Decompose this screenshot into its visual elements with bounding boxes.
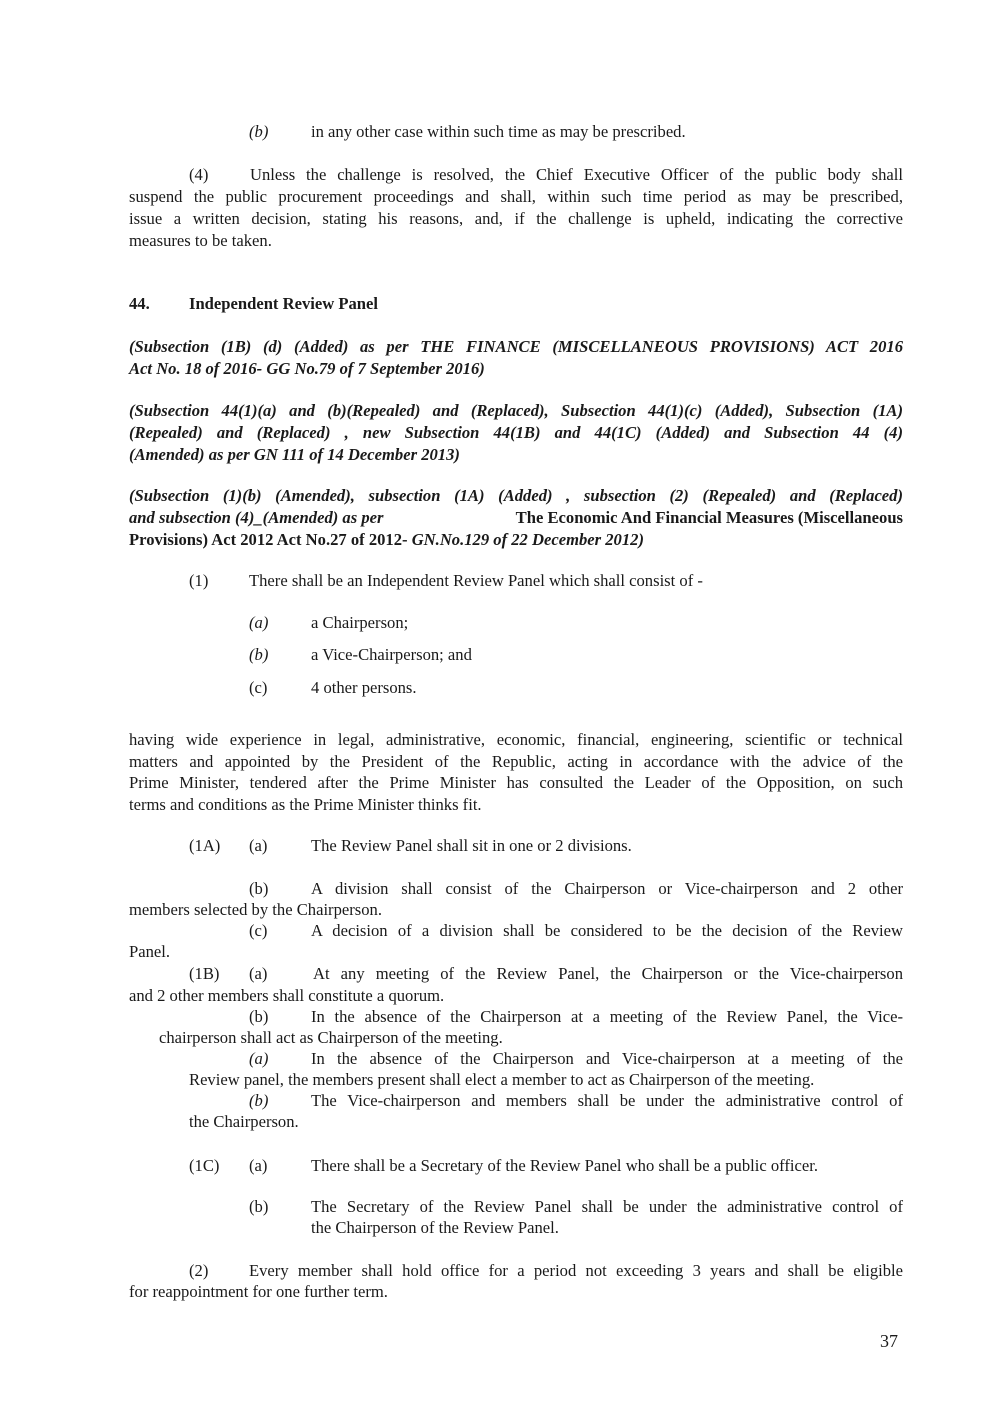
item-label: (b) [249,1007,269,1026]
paragraph-line: Prime Minister, tendered after the Prime Minister has consulted the Leader of the Opposition, on such [129,773,903,792]
page-number: 37 [880,1331,898,1351]
item-text: In the absence of the Chairperson at a meeting of the Review Panel, the Vice- [311,1007,903,1026]
item-text: in any other case within such time as may be prescribed. [311,122,686,141]
item-text: The Vice-chairperson and members shall be under the administrative control of [311,1091,903,1110]
act-title: The Economic And Financial Measures (Miscellaneous [515,508,903,527]
subsection-number: (1A) [189,836,221,855]
amendment-note [129,529,644,551]
item-label: (a) [249,1049,269,1068]
paragraph-line: terms and conditions as the Prime Minister thinks fit. [129,795,482,814]
item-text: the Chairperson. [189,1112,299,1131]
item-label: (a) [249,1156,268,1175]
subsection-number: (2) [189,1261,209,1280]
paragraph-line: matters and appointed by the President of the Republic, acting in accordance with the advice of the [129,752,903,771]
amendment-note: Act No. 18 of 2016- GG No.79 of 7 September 2016) [129,359,485,378]
amendment-note: (Subsection 44(1)(a) and (b)(Repealed) and (Replaced), Subsection 44(1)(c) (Added), Subsection (1A) [129,401,903,420]
paragraph-line: Every member shall hold office for a period not exceeding 3 years and shall be eligible [249,1261,903,1280]
item-label: (b) [249,122,269,141]
item-label: (c) [249,921,268,940]
item-label: (b) [249,1197,269,1216]
amendment-note: (Subsection (1B) (d) (Added) as per THE FINANCE (MISCELLANEOUS PROVISIONS) ACT 2016 [129,337,903,356]
item-text: A decision of a division shall be considered to be the decision of the Review [311,921,903,940]
paragraph-number: (4) [189,165,209,184]
item-text: and 2 other members shall constitute a quorum. [129,986,445,1005]
item-text: There shall be a Secretary of the Review Panel who shall be a public officer. [311,1156,819,1175]
amendment-note: (Subsection (1)(b) (Amended), subsection (1A) (Added) , subsection (2) (Repealed) and (Replaced) [129,486,903,505]
list-item-label: (b) [249,645,269,664]
paragraph-line: measures to be taken. [129,231,272,250]
subsection-text: There shall be an Independent Review Panel which shall consist of - [249,571,703,590]
paragraph-line: for reappointment for one further term. [129,1282,388,1301]
list-item-text: a Chairperson; [311,613,409,632]
item-label: (b) [249,1091,269,1110]
paragraph-line: having wide experience in legal, administrative, economic, financial, engineering, scientific or technical [129,730,903,749]
paragraph-line: suspend the public procurement proceedings and shall, within such time period as may be prescribed, [129,187,903,206]
paragraph-line: Unless the challenge is resolved, the Chief Executive Officer of the public body shall [250,165,903,184]
item-text: members selected by the Chairperson. [129,900,382,919]
act-title: Provisions) Act 2012 Act No.27 of 2012- [129,530,408,549]
amendment-note: (Repealed) and (Replaced) , new Subsection 44(1B) and 44(1C) (Added) and Subsection 44 (4) [129,423,903,442]
amendment-note [129,507,903,529]
item-label: (b) [249,879,269,898]
item-text: A division shall consist of the Chairperson or Vice-chairperson and 2 other [311,879,903,898]
list-item-text: 4 other persons. [311,678,417,697]
section-title: Independent Review Panel [189,294,378,313]
subsection-number: (1C) [189,1156,220,1175]
item-text: At any meeting of the Review Panel, the Chairperson or the Vice-chairperson [313,964,903,983]
item-label: (a) [249,836,268,855]
subsection-number: (1B) [189,964,220,983]
item-label: (a) [249,964,268,983]
item-text: chairperson shall act as Chairperson of the meeting. [159,1028,503,1047]
item-text: The Secretary of the Review Panel shall be under the administrative control of [311,1197,903,1216]
subsection-number: (1) [189,571,209,590]
item-text: In the absence of the Chairperson and Vice-chairperson at a meeting of the [311,1049,903,1068]
list-item-text: a Vice-Chairperson; and [311,645,472,664]
amendment-note: (Amended) as per GN 111 of 14 December 2013) [129,445,460,464]
list-item-label: (a) [249,613,269,632]
paragraph-line: issue a written decision, stating his reasons, and, if the challenge is upheld, indicating the corrective [129,209,903,228]
item-text: Review panel, the members present shall elect a member to act as Chairperson of the meeting. [189,1070,815,1089]
amendment-note-italic: GN.No.129 of 22 December 2012) [411,530,644,549]
section-number: 44. [129,294,150,313]
amendment-note-italic: and subsection (4)_(Amended) as per [129,508,384,527]
list-item-label: (c) [249,678,268,697]
item-text: the Chairperson of the Review Panel. [311,1218,559,1237]
item-text: Panel. [129,942,171,961]
item-text: The Review Panel shall sit in one or 2 divisions. [311,836,632,855]
